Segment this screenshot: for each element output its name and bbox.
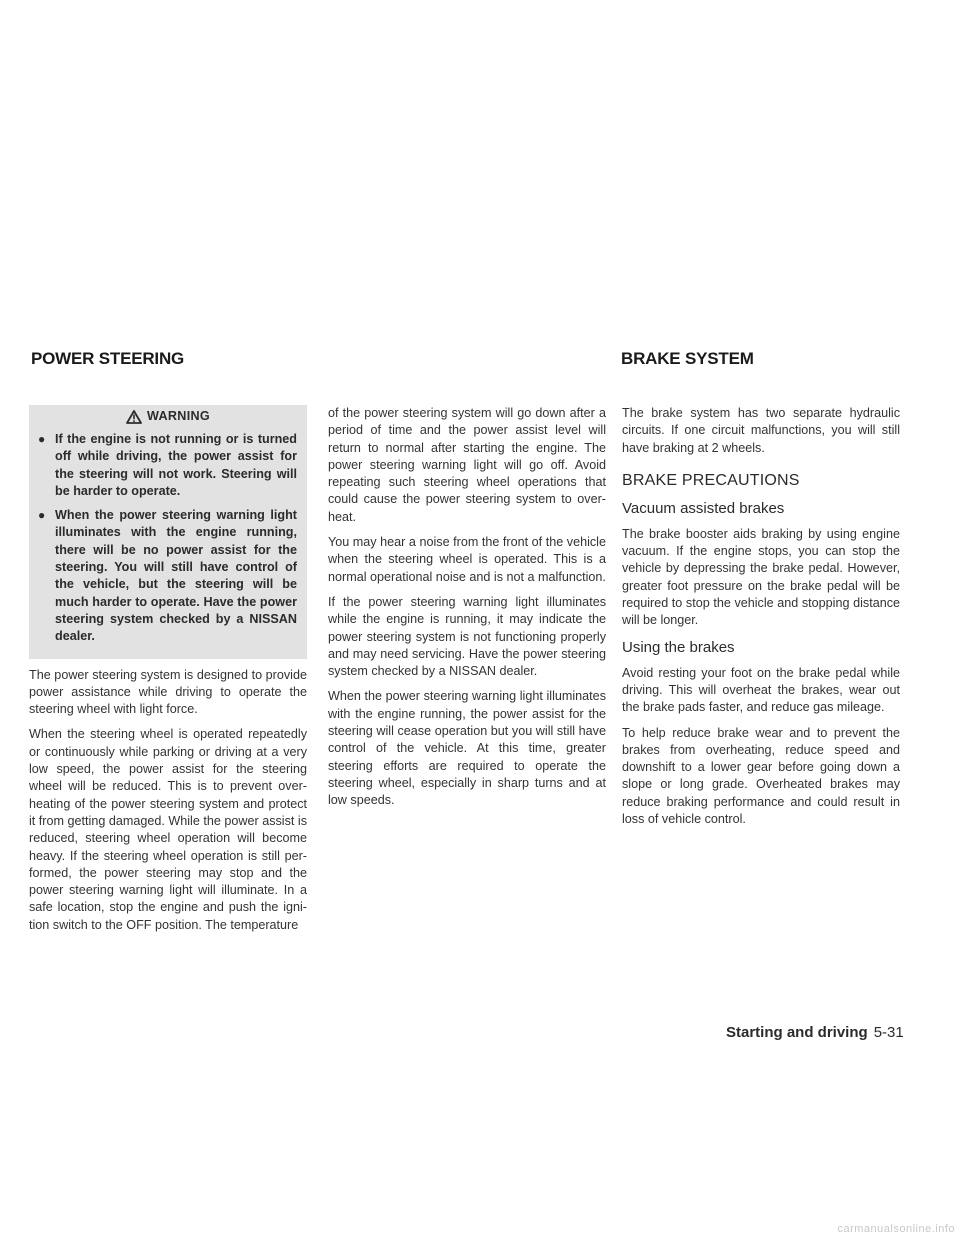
- paragraph: To help reduce brake wear and to prevent the brakes from overheating, reduce speed and downshift to a lower gear before going down a slope or long grade. Overheated brakes may reduce braking performance and could result in loss of vehicle control.: [622, 725, 900, 827]
- warning-triangle-icon: [126, 410, 142, 424]
- brake-system-title: BRAKE SYSTEM: [621, 349, 754, 368]
- paragraph: The brake system has two separate hydraulic circuits. If one circuit malfunctions, you will still have braking at 2 wheels.: [622, 406, 900, 455]
- using-the-brakes-heading: Using the brakes: [622, 638, 735, 656]
- warning-item-text: When the power steering warning light illuminates with the engine running, there will be no power assist for the steering. You will still have control of the vehicle, but the steering will be much harder to operate. Have the power steering system checked by a NISSAN dealer.: [55, 508, 297, 644]
- bullet-icon: ●: [38, 432, 46, 446]
- watermark: carmanualsonline.info: [837, 1223, 955, 1235]
- paragraph: You may hear a noise from the front of the vehicle when the steering wheel is operated. This is a normal operational noise and is not a malfunction.: [328, 535, 606, 584]
- power-steering-title: POWER STEERING: [31, 349, 185, 368]
- paragraph: Avoid resting your foot on the brake pedal while driving. This will overheat the brakes, wear out the brake pads faster, and reduce gas mileage.: [622, 665, 900, 715]
- page-number: 5-31: [873, 1024, 904, 1041]
- paragraph: When the steering wheel is operated repeatedly or continuously while parking or driving at a very low speed, the power assist for the steering wheel will be reduced. This is to prevent overheating of the power steering system and protect it from getting damaged. While the power assist is reduced, steering wheel operation will become heavy. If the steering wheel operation is still performed, the power steering may stop and the power steering warning light will illuminate. In a safe location, stop the engine and push the ignition switch to the OFF position. The temperature: [29, 727, 307, 932]
- column-middle: [328, 405, 606, 818]
- paragraph: When the power steering warning light illuminates with the engine running, the power assist for the steering will cease operation but you will still have control of the vehicle. At this time, greater steering efforts are required to operate the steering wheel, especially in sharp turns and at low speeds.: [328, 689, 606, 808]
- paragraph: of the power steering system will go down after a period of time and the power assist level will return to normal after starting the engine. The power steering warning light will go off. Avoid repeating such steering wheel operations that could cause the power steering system to overheat.: [328, 406, 606, 524]
- warning-item: [37, 431, 297, 500]
- column-left: [29, 405, 307, 942]
- column-right: [622, 405, 900, 836]
- warning-item: [37, 507, 297, 645]
- bullet-icon: ●: [38, 508, 46, 523]
- warning-item-text: If the engine is not running or is turned off while driving, the power assist for the steering will not work. Steering will be harder to operate.: [55, 432, 297, 498]
- warning-list: [29, 431, 307, 646]
- paragraph: If the power steering warning light illuminates while the engine is running, it may indicate the power steering system is not functioning properly and may need servicing. Have the power steering system checked by a NISSAN dealer.: [328, 594, 606, 679]
- warning-label: WARNING: [147, 409, 210, 424]
- warning-box: [29, 405, 307, 659]
- page-footer: [726, 1024, 926, 1041]
- vacuum-assisted-brakes-heading: Vacuum assisted brakes: [622, 499, 785, 517]
- brake-precautions-heading: BRAKE PRECAUTIONS: [622, 471, 800, 489]
- paragraph: The brake booster aids braking by using engine vacuum. If the engine stops, you can stop the vehicle by depressing the brake pedal. However, greater foot pressure on the brake pedal will be required to stop the vehicle and stopping distance will be longer.: [622, 526, 900, 628]
- footer-section-name: Starting and driving: [726, 1024, 868, 1041]
- warning-header: [29, 405, 307, 429]
- paragraph: The power steering system is designed to provide power assistance while driving to operate the steering wheel with light force.: [29, 667, 307, 717]
